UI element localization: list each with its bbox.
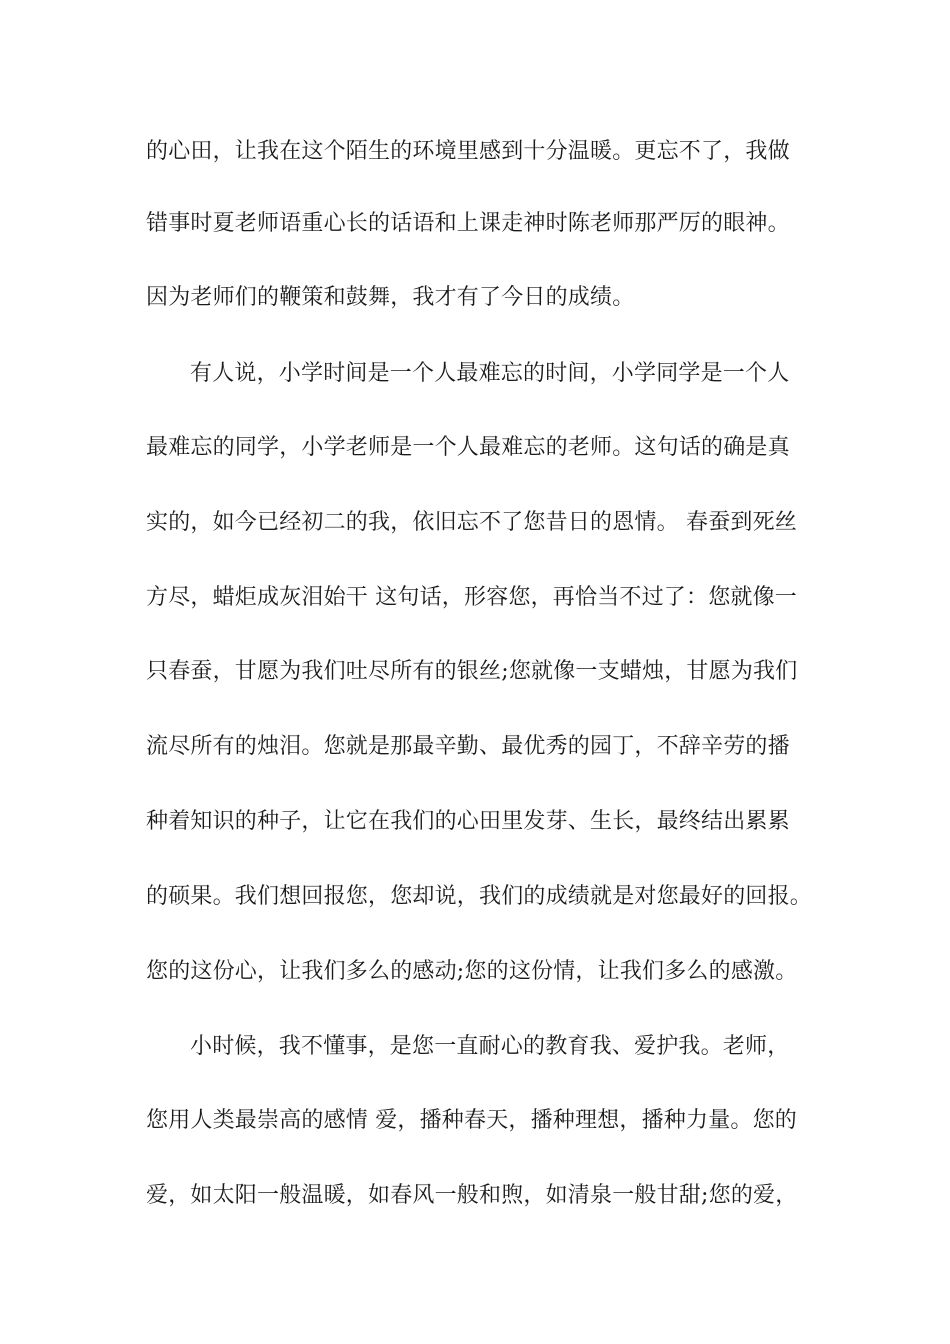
text-line: 方尽，蜡炬成灰泪始干 这句话，形容您，再恰当不过了：您就像一 [146, 585, 797, 610]
text-line: 种着知识的种子，让它在我们的心田里发芽、生长，最终结出累累 [146, 809, 790, 834]
text-line: 因为老师们的鞭策和鼓舞，我才有了今日的成绩。 [146, 285, 635, 310]
text-line: 您用人类最崇高的感情 爱，播种春天，播种理想，播种力量。您的 [146, 1108, 797, 1133]
text-line: 的心田，让我在这个陌生的环境里感到十分温暖。更忘不了，我做 [146, 139, 790, 164]
text-line: 实的，如今已经初二的我，依旧忘不了您昔日的恩情。 春蚕到死丝 [146, 510, 797, 535]
text-line: 只春蚕，甘愿为我们吐尽所有的银丝;您就像一支蜡烛，甘愿为我们 [146, 659, 798, 684]
paragraph-first-line: 小时候，我不懂事，是您一直耐心的教育我、爱护我。老师， [190, 1034, 790, 1059]
text-line: 的硕果。我们想回报您，您却说，我们的成绩就是对您最好的回报。 [146, 884, 813, 909]
text-line: 流尽所有的烛泪。您就是那最辛勤、最优秀的园丁，不辞辛劳的播 [146, 734, 790, 759]
paragraph-first-line: 有人说，小学时间是一个人最难忘的时间，小学同学是一个人 [190, 361, 790, 386]
text-line: 错事时夏老师语重心长的话语和上课走神时陈老师那严厉的眼神。 [146, 211, 790, 236]
text-line: 您的这份心，让我们多么的感动;您的这份情，让我们多么的感激。 [146, 959, 798, 984]
text-line: 爱，如太阳一般温暖，如春风一般和煦，如清泉一般甘甜;您的爱， [146, 1183, 798, 1208]
text-line: 最难忘的同学，小学老师是一个人最难忘的老师。这句话的确是真 [146, 435, 790, 460]
